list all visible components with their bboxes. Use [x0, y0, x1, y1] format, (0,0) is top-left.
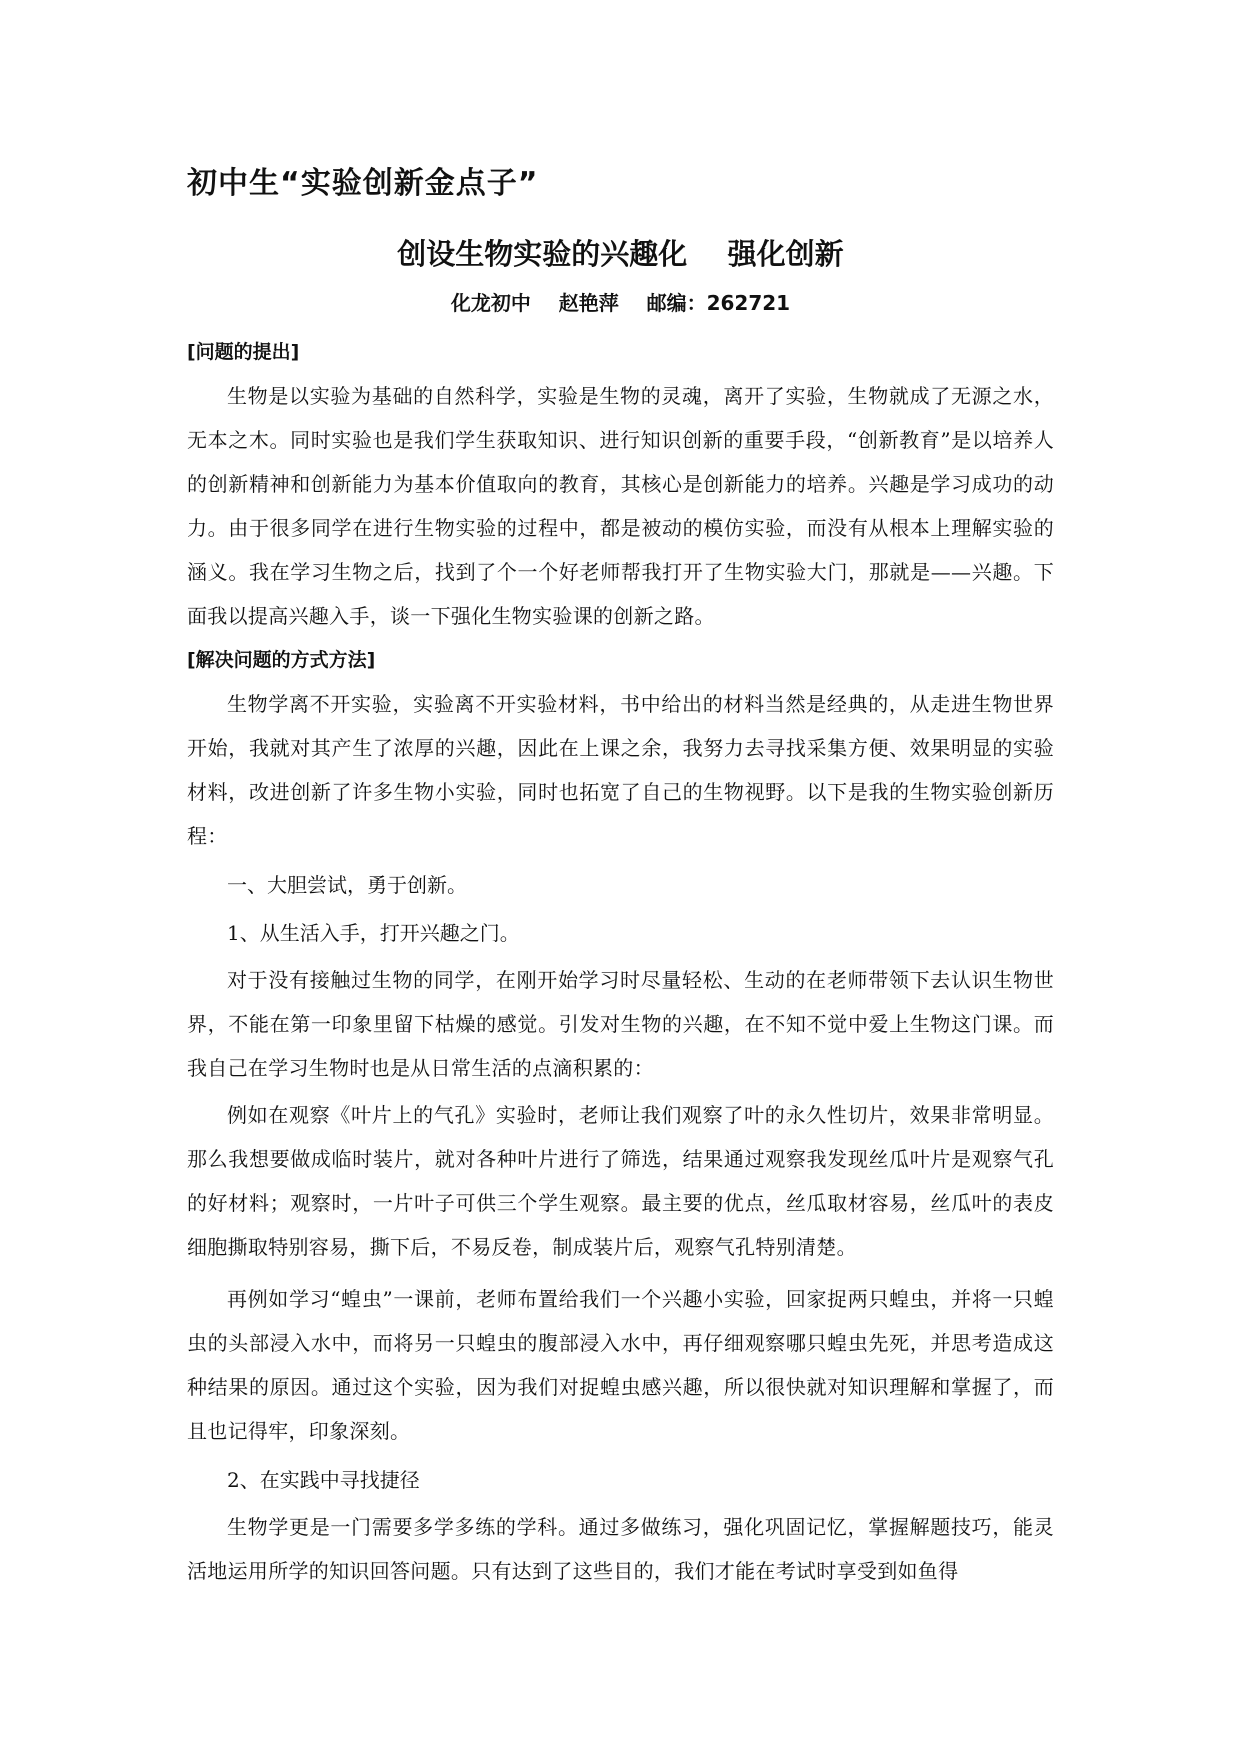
paragraph-problem: 生物是以实验为基础的自然科学，实验是生物的灵魂，离开了实验，生物就成了无源之水，无本之木。同时实验也是我们学生获取知识、进行知识创新的重要手段，“创新教育”是以培养人的创新精神和创新能力为基本价值取向的教育，其核心是创新能力的培养。兴趣是学习成功的动力。由于很多同学在进行生物实验的过程中，都是被动的模仿实验，而没有从根本上理解实验的涵义。我在学习生物之后，找到了个一个好老师帮我打开了生物实验大门，那就是——兴趣。下面我以提高兴趣入手，谈一下强化生物实验课的创新之路。	[187, 384, 1054, 628]
paragraph-example-two: 再例如学习“蝗虫”一课前，老师布置给我们一个兴趣小实验，回家捉两只蝗虫，并将一只蝗虫的头部浸入水中，而将另一只蝗虫的腹部浸入水中，再仔细观察哪只蝗虫先死，并思考造成这种结果的原因。通过这个实验，因为我们对捉蝗虫感兴趣，所以很快就对知识理解和掌握了，而且也记得牢，印象深刻。	[187, 1287, 1054, 1443]
subpoint-heading-one: 1、从生活入手，打开兴趣之门。	[227, 921, 520, 945]
section-heading-problem: [问题的提出]	[187, 341, 300, 363]
section-heading-method: [解决问题的方式方法]	[187, 649, 376, 671]
document-body	[187, 330, 1054, 1593]
subpoint-heading-two: 2、在实践中寻找捷径	[227, 1468, 420, 1492]
document-title: 创设生物实验的兴趣化 强化创新	[397, 237, 844, 271]
paragraph-subpoint-one: 对于没有接触过生物的同学，在刚开始学习时尽量轻松、生动的在老师带领下去认识生物世界，不能在第一印象里留下枯燥的感觉。引发对生物的兴趣，在不知不觉中爱上生物这门课。而我自己在学习生物时也是从日常生活的点滴积累的：	[187, 968, 1054, 1080]
author-byline: 化龙初中 赵艳萍 邮编：262721	[450, 291, 791, 315]
point-heading-one: 一、大胆尝试，勇于创新。	[227, 873, 467, 897]
paragraph-method: 生物学离不开实验，实验离不开实验材料，书中给出的材料当然是经典的，从走进生物世界开始，我就对其产生了浓厚的兴趣，因此在上课之余，我努力去寻找采集方便、效果明显的实验材料，改进创新了许多生物小实验，同时也拓宽了自己的生物视野。以下是我的生物实验创新历程：	[187, 692, 1054, 848]
paragraph-subpoint-two: 生物学更是一门需要多学多练的学科。通过多做练习，强化巩固记忆，掌握解题技巧，能灵活地运用所学的知识回答问题。只有达到了这些目的，我们才能在考试时享受到如鱼得	[187, 1515, 1054, 1583]
paragraph-example-one: 例如在观察《叶片上的气孔》实验时，老师让我们观察了叶的永久性切片，效果非常明显。那么我想要做成临时装片，就对各种叶片进行了筛选，结果通过观察我发现丝瓜叶片是观察气孔的好材料；观察时，一片叶子可供三个学生观察。最主要的优点，丝瓜取材容易，丝瓜叶的表皮细胞撕取特别容易，撕下后，不易反卷，制成装片后，观察气孔特别清楚。	[187, 1103, 1054, 1259]
document-heading: 初中生“实验创新金点子”	[187, 166, 539, 201]
